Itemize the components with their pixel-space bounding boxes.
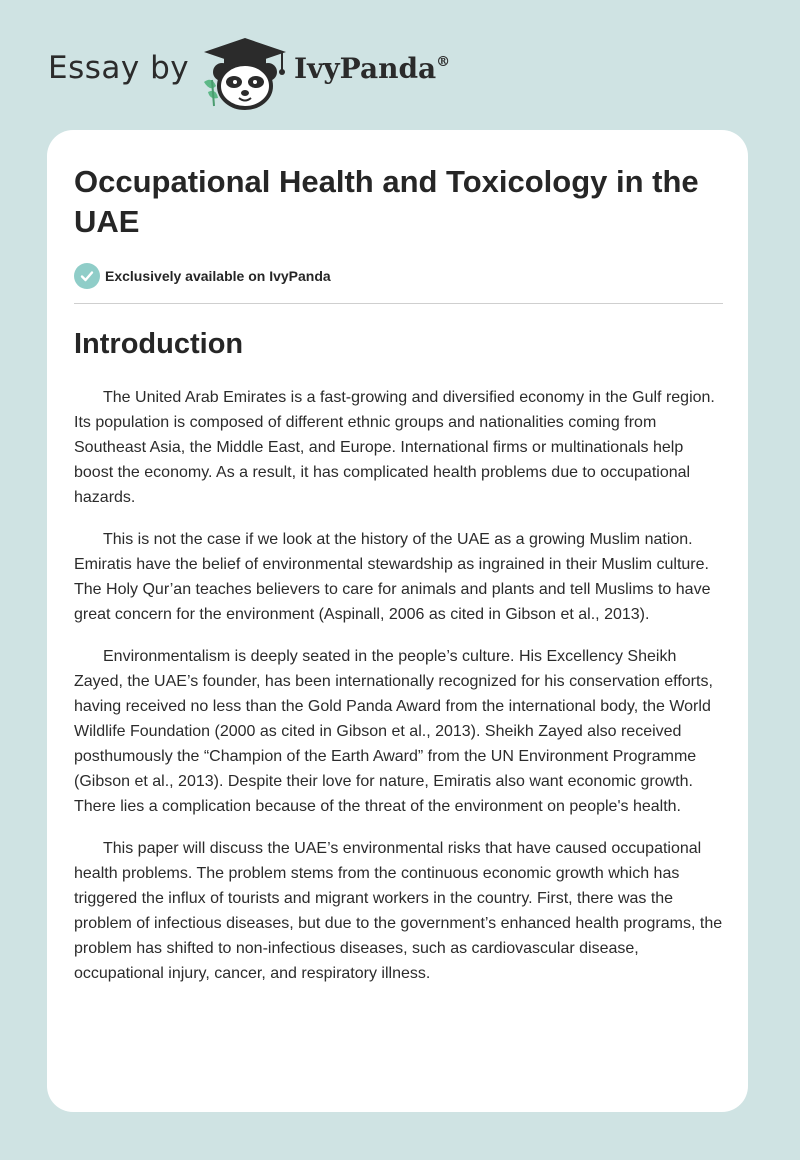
paragraph: Environmentalism is deeply seated in the people’s culture. His Excellency Sheikh Zayed, the UAE’s founder, has been internationally recognized for his conservation efforts, having received no less than the Gold Panda Award from the international body, the World Wildlife Foundation (2000 as cited in Gibson et al., 2013). Sheikh Zayed also received posthumously the “Champion of the Earth Award” from the UN Environment Programme (Gibson et al., 2013). Despite their love for nature, Emiratis also want economic growth. There lies a complication because of the threat of the environment on people's health.: [74, 648, 713, 815]
paragraph: This is not the case if we look at the history of the UAE as a growing Muslim nation. Emiratis have the belief of environmental stewardship as ingrained in their Muslim culture. The Holy Qur’an teaches believers to care for animals and plants and tell Muslims to have great concern for the environment (Aspinall, 2006 as cited in Gibson et al., 2013).: [74, 531, 711, 623]
article-body: [74, 385, 726, 1003]
brand-label: IvyPanda: [294, 52, 437, 85]
page-title: Occupational Health and Toxicology in the UAE: [74, 164, 699, 239]
check-circle-icon: [74, 263, 100, 289]
section-heading: Introduction: [74, 328, 244, 360]
exclusive-badge: [74, 263, 331, 289]
registered-mark: ®: [436, 54, 451, 70]
site-header: [0, 0, 800, 120]
article-card: [47, 130, 748, 1112]
essay-by-label: Essay by: [48, 50, 190, 86]
paragraph: The United Arab Emirates is a fast-growing and diversified economy in the Gulf region. Its population is composed of different ethnic groups and nationalities coming from Southeast Asia, the Middle East, and Europe. International firms or multinationals help boost the economy. As a result, it has complicated health problems due to occupational hazards.: [74, 389, 715, 506]
divider: [74, 303, 723, 304]
brand-name[interactable]: [294, 52, 450, 85]
paragraph: This paper will discuss the UAE’s environmental risks that have caused occupational health problems. The problem stems from the continuous economic growth which has triggered the influx of tourists and migrant workers in the country. First, there was the problem of infectious diseases, but due to the government’s enhanced health programs, the problem has shifted to non-infectious diseases, such as cardiovascular disease, occupational injury, cancer, and respiratory illness.: [74, 840, 723, 982]
panda-graduate-icon[interactable]: [200, 36, 290, 110]
exclusive-badge-label: Exclusively available on IvyPanda: [105, 268, 331, 284]
